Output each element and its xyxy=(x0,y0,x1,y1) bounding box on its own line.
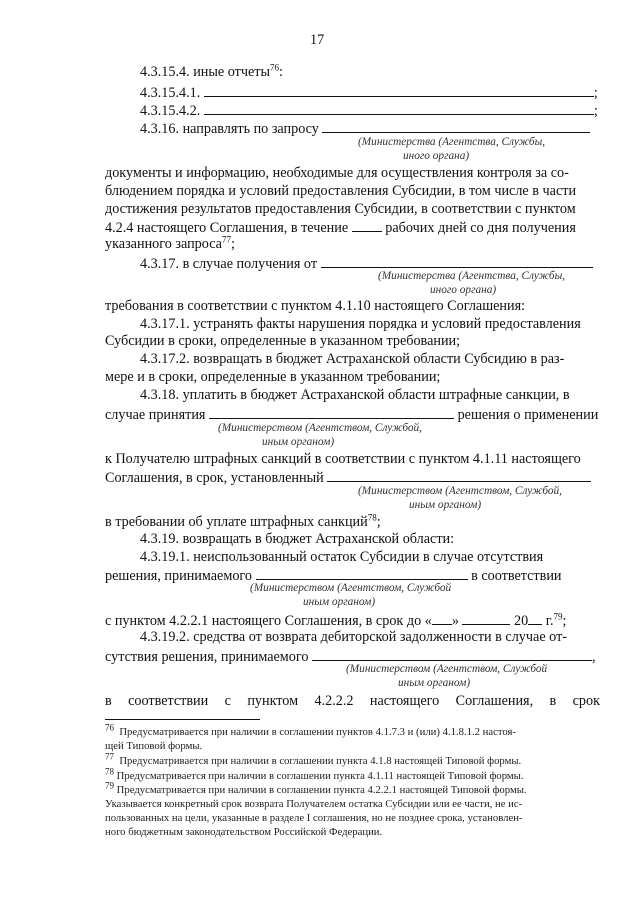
blank-field[interactable] xyxy=(209,405,454,419)
blank-field[interactable] xyxy=(321,254,593,268)
footnote-79-cont: ного бюджетным законодательством Российской Федерации. xyxy=(105,826,383,838)
paragraph-line: случае принятия решения о применении xyxy=(105,407,599,423)
footnote-79-cont: пользованных на цели, указанные в разделе I соглашения, но не позднее срока, установлен- xyxy=(105,812,523,824)
field-caption: иным органом) xyxy=(262,436,335,448)
field-caption: (Министерством (Агентством, Службой xyxy=(250,582,452,594)
footnote-ref-77[interactable]: 77 xyxy=(221,234,231,245)
paragraph-line: требования в соответствии с пунктом 4.1.10 настоящего Соглашения: xyxy=(105,298,526,314)
paragraph-line: к Получателю штрафных санкций в соответствии с пунктом 4.1.11 настоящего xyxy=(105,451,581,467)
field-caption: (Министерством (Агентством, Службой, xyxy=(218,422,422,434)
field-caption: (Министерства (Агентства, Службы, xyxy=(378,270,566,282)
day-field[interactable] xyxy=(432,611,452,625)
paragraph-line: Соглашения, в срок, установленный xyxy=(105,468,591,487)
field-caption: иного органа) xyxy=(403,150,470,162)
clause-4-3-19-2: 4.3.19.2. средства от возврата дебиторской задолженности в случае от- xyxy=(140,629,568,645)
field-caption: (Министерством (Агентством, Службой xyxy=(346,663,548,675)
footnote-79: $^{79}$ Предусматривается при наличии в соглашении пункта 4.2.2.1 настоящей Типовой формы. xyxy=(105,780,527,796)
paragraph-line: с пунктом 4.2.2.1 настоящего Соглашения, в срок до « » 20 г.$^{79}$; xyxy=(105,611,567,629)
clause-4-3-15-4-1: 4.3.15.4.1. ; xyxy=(140,85,598,101)
paragraph-line: сутствия решения, принимаемого , xyxy=(105,649,596,665)
field-caption: (Министерством (Агентством, Службой, xyxy=(358,485,562,497)
footnote-78: $^{78}$ Предусматривается при наличии в соглашении пункта 4.1.11 настоящей Типовой формы. xyxy=(105,766,524,782)
paragraph-line: достижения результатов предоставления Субсидии, в соответствии с пунктом xyxy=(105,201,576,217)
paragraph-line: документы и информацию, необходимые для осуществления контроля за со- xyxy=(105,165,569,181)
field-caption: (Министерства (Агентства, Службы, xyxy=(358,136,546,148)
blank-field[interactable] xyxy=(204,83,594,97)
paragraph-line: решения, принимаемого в соответствии xyxy=(105,568,562,584)
blank-field[interactable] xyxy=(352,218,382,232)
paragraph-line: мере и в сроки, определенные в указанном требовании; xyxy=(105,369,441,385)
blank-field[interactable] xyxy=(256,566,468,580)
field-caption: иного органа) xyxy=(430,284,497,296)
page-number: 17 xyxy=(310,32,325,48)
footnote-ref-79[interactable]: 79 xyxy=(553,611,563,622)
clause-4-3-15-4: 4.3.15.4. иные отчеты$^{76}$: xyxy=(140,62,283,80)
clause-4-3-19-1: 4.3.19.1. неиспользованный остаток Субсидии в случае отсутствия xyxy=(140,549,544,565)
footnote-separator xyxy=(105,719,260,720)
paragraph-line: в соответствии с пунктом 4.2.2.2 настоящего Соглашения, в срок xyxy=(105,693,600,709)
month-field[interactable] xyxy=(462,611,510,625)
field-caption: иным органом) xyxy=(303,596,376,608)
clause-4-3-16: 4.3.16. направлять по запросу xyxy=(140,119,590,138)
clause-4-3-17-2: 4.3.17.2. возвращать в бюджет Астраханской области Субсидию в раз- xyxy=(140,351,565,367)
field-caption: иным органом) xyxy=(409,499,482,511)
clause-4-3-17-1: 4.3.17.1. устранять факты нарушения порядка и условий предоставления xyxy=(140,316,581,332)
blank-field[interactable] xyxy=(322,119,590,133)
blank-field[interactable] xyxy=(312,647,592,661)
footnote-ref-76[interactable]: 76 xyxy=(270,62,280,73)
field-caption: иным органом) xyxy=(398,677,471,689)
clause-4-3-15-4-2: 4.3.15.4.2. ; xyxy=(140,103,598,119)
clause-4-3-18: 4.3.18. уплатить в бюджет Астраханской области штрафные санкции, в xyxy=(140,387,570,403)
clause-4-3-17: 4.3.17. в случае получения от xyxy=(140,254,593,273)
year-field[interactable] xyxy=(528,611,542,625)
paragraph-line: указанного запроса$^{77}$; xyxy=(105,234,235,252)
paragraph-line: Субсидии в сроки, определенные в указанном требовании; xyxy=(105,333,461,349)
footnote-79-cont: Указывается конкретный срок возврата Получателем остатка Субсидии или ее части, не ис- xyxy=(105,798,523,810)
footnote-77: $^{77}$ Предусматривается при наличии в соглашении пункта 4.1.8 настоящей Типовой формы. xyxy=(105,751,522,767)
paragraph-line: блюдением порядка и условий предоставления Субсидии, в том числе в части xyxy=(105,183,577,199)
footnote-76-cont: щей Типовой формы. xyxy=(105,740,203,752)
clause-4-3-19: 4.3.19. возвращать в бюджет Астраханской области: xyxy=(140,531,455,547)
blank-field[interactable] xyxy=(327,468,591,482)
paragraph-line: в требовании об уплате штрафных санкций$^{78}$; xyxy=(105,512,381,530)
footnote-76: $^{76}$ Предусматривается при наличии в соглашении пунктов 4.1.7.3 и (или) 4.1.8.1.2 настоя- xyxy=(105,722,517,738)
footnote-ref-78[interactable]: 78 xyxy=(367,512,377,523)
paragraph-line: 4.2.4 настоящего Соглашения, в течение рабочих дней со дня получения xyxy=(105,220,576,236)
blank-field[interactable] xyxy=(204,101,594,115)
